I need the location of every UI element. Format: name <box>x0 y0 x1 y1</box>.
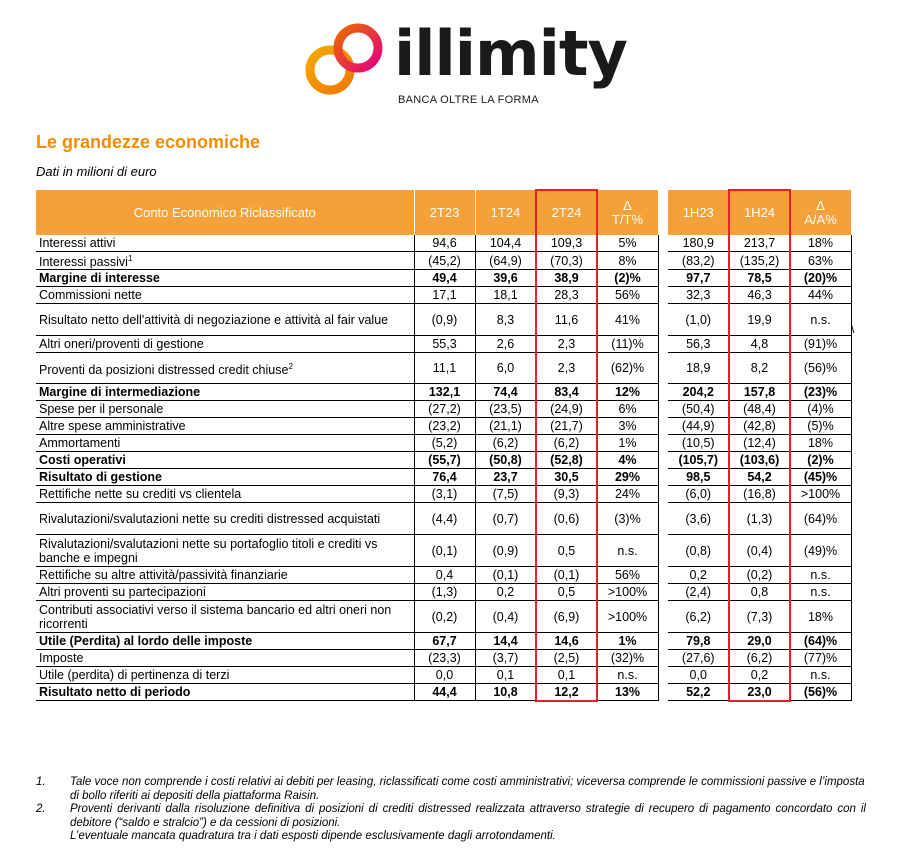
row-label: Rettifiche nette su crediti vs clientela <box>36 486 414 503</box>
cell-1h24: (103,6) <box>729 452 790 469</box>
table-row <box>36 252 851 270</box>
cell-2t23: 55,3 <box>414 336 475 353</box>
brand-name: illimity <box>394 17 627 90</box>
cell-delta-qoq: (2)% <box>597 270 658 287</box>
row-label: Rivalutazioni/svalutazioni nette su portafoglio titoli e crediti vs banche e impegni <box>36 535 414 567</box>
cell-2t24: 2,3 <box>536 336 597 353</box>
table-row <box>36 235 851 252</box>
column-gap <box>658 353 668 384</box>
table-row <box>36 567 851 584</box>
cell-delta-qoq: 41% <box>597 304 658 336</box>
cell-1h24: 8,2 <box>729 353 790 384</box>
table-row <box>36 469 851 486</box>
cell-1t24: (23,5) <box>475 401 536 418</box>
cell-2t24: 2,3 <box>536 353 597 384</box>
row-label: Risultato di gestione <box>36 469 414 486</box>
cell-1h23: 0,2 <box>668 567 729 584</box>
cell-delta-qoq: (11)% <box>597 336 658 353</box>
cell-1h23: (10,5) <box>668 435 729 452</box>
table-row <box>36 684 851 701</box>
cell-2t24: (0,1) <box>536 567 597 584</box>
rounding-note-text: L’eventuale mancata quadratura tra i dati esposti dipende esclusivamente dagli arrotondamenti. <box>70 830 556 842</box>
cell-delta-yoy: (56)% <box>790 684 851 701</box>
row-label: Rivalutazioni/svalutazioni nette su crediti distressed acquistati <box>36 503 414 535</box>
cell-1t24: 0,1 <box>475 667 536 684</box>
cell-1t24: (0,7) <box>475 503 536 535</box>
cell-1t24: 10,8 <box>475 684 536 701</box>
cell-1h23: 180,9 <box>668 235 729 252</box>
column-gap <box>658 252 668 270</box>
row-label: Utile (Perdita) al lordo delle imposte <box>36 633 414 650</box>
cell-2t23: (5,2) <box>414 435 475 452</box>
cell-1h23: 204,2 <box>668 384 729 401</box>
footnote-number: 2. <box>36 803 46 815</box>
table-row <box>36 486 851 503</box>
cell-delta-yoy: (77)% <box>790 650 851 667</box>
column-gap <box>658 469 668 486</box>
cell-2t23: 44,4 <box>414 684 475 701</box>
cell-delta-qoq: 24% <box>597 486 658 503</box>
cell-2t24: 109,3 <box>536 235 597 252</box>
cell-delta-yoy: n.s. <box>790 584 851 601</box>
cell-delta-qoq: 6% <box>597 401 658 418</box>
cell-1h23: (3,6) <box>668 503 729 535</box>
row-label: Interessi passivi$^1$ <box>36 252 414 270</box>
cell-1h24: 23,0 <box>729 684 790 701</box>
cell-1h23: 98,5 <box>668 469 729 486</box>
footnote-ref: 2 <box>288 361 293 371</box>
column-gap <box>658 584 668 601</box>
cell-1t24: (64,9) <box>475 252 536 270</box>
cell-1h23: 32,3 <box>668 287 729 304</box>
table-row <box>36 633 851 650</box>
cell-delta-qoq: 29% <box>597 469 658 486</box>
footnote-ref: 1 <box>127 254 133 263</box>
cell-delta-qoq: (32)% <box>597 650 658 667</box>
cell-2t23: 67,7 <box>414 633 475 650</box>
cell-1h24: 157,8 <box>729 384 790 401</box>
cell-1t24: (50,8) <box>475 452 536 469</box>
cell-delta-qoq: (62)% <box>597 353 658 384</box>
table-row <box>36 503 851 535</box>
cell-2t23: (45,2) <box>414 252 475 270</box>
row-label: Spese per il personale <box>36 401 414 418</box>
cell-1t24: 2,6 <box>475 336 536 353</box>
cell-1h24: (12,4) <box>729 435 790 452</box>
cell-1h23: (2,4) <box>668 584 729 601</box>
cell-2t23: (1,3) <box>414 584 475 601</box>
cell-1h23: (6,2) <box>668 601 729 633</box>
cell-delta-qoq: 8% <box>597 252 658 270</box>
cell-1t24: (6,2) <box>475 435 536 452</box>
cell-1t24: 14,4 <box>475 633 536 650</box>
cell-delta-yoy: (2)% <box>790 452 851 469</box>
row-label: Imposte <box>36 650 414 667</box>
footnotes <box>36 776 866 844</box>
cell-2t24: 11,6 <box>536 304 597 336</box>
cell-delta-qoq: n.s. <box>597 535 658 567</box>
row-label: Altre spese amministrative <box>36 418 414 435</box>
cell-1h24: (0,2) <box>729 567 790 584</box>
cell-2t23: 49,4 <box>414 270 475 287</box>
cell-1t24: (0,1) <box>475 567 536 584</box>
cell-1t24: 8,3 <box>475 304 536 336</box>
cell-2t24: 0,5 <box>536 584 597 601</box>
footnote-text: Proventi derivanti dalla risoluzione definitiva di posizioni di crediti distressed realizzata attraverso strategie di recupero di pagamento concordato con il debitore (“saldo e stralcio”) e da cessioni di posizioni. <box>70 803 866 829</box>
cell-delta-qoq: 56% <box>597 567 658 584</box>
cell-1h23: 56,3 <box>668 336 729 353</box>
cell-delta-yoy: (45)% <box>790 469 851 486</box>
column-gap <box>658 287 668 304</box>
cell-1t24: 0,2 <box>475 584 536 601</box>
section-title: Le grandezze economiche <box>36 132 261 152</box>
cell-2t23: 94,6 <box>414 235 475 252</box>
row-label: Risultato netto dell'attività di negoziazione e attività al fair value <box>36 304 414 336</box>
section-subtitle: Dati in milioni di euro <box>36 164 157 179</box>
cell-delta-yoy: n.s. <box>790 667 851 684</box>
cell-delta-qoq: 1% <box>597 435 658 452</box>
cell-2t23: 17,1 <box>414 287 475 304</box>
cell-2t23: 0,4 <box>414 567 475 584</box>
cell-delta-yoy: 18% <box>790 601 851 633</box>
cell-1h24: 213,7 <box>729 235 790 252</box>
cell-1h24: 54,2 <box>729 469 790 486</box>
cell-1h23: 79,8 <box>668 633 729 650</box>
cell-1h24: (6,2) <box>729 650 790 667</box>
cell-delta-qoq: >100% <box>597 601 658 633</box>
header-label: Conto Economico Riclassificato <box>36 190 414 235</box>
cell-1t24: 23,7 <box>475 469 536 486</box>
cell-delta-qoq: 56% <box>597 287 658 304</box>
row-label: Commissioni nette <box>36 287 414 304</box>
header-gap <box>658 190 668 235</box>
cell-delta-yoy: (64)% <box>790 503 851 535</box>
header-1h24: 1H24 <box>729 190 790 235</box>
cell-delta-yoy: 63% <box>790 252 851 270</box>
cell-2t23: (0,9) <box>414 304 475 336</box>
column-gap <box>658 336 668 353</box>
cell-delta-yoy: (49)% <box>790 535 851 567</box>
stray-mark: \ <box>851 322 855 336</box>
footnote-1 <box>36 776 866 803</box>
row-label: Risultato netto di periodo <box>36 684 414 701</box>
column-gap <box>658 270 668 287</box>
cell-1h23: (50,4) <box>668 401 729 418</box>
cell-2t23: (23,3) <box>414 650 475 667</box>
row-label: Interessi attivi <box>36 235 414 252</box>
column-gap <box>658 384 668 401</box>
brand-tagline: BANCA OLTRE LA FORMA <box>398 94 539 106</box>
row-label: Margine di interesse <box>36 270 414 287</box>
table-row <box>36 353 851 384</box>
table-row <box>36 304 851 336</box>
cell-1h24: (16,8) <box>729 486 790 503</box>
cell-delta-yoy: (64)% <box>790 633 851 650</box>
cell-1h23: (83,2) <box>668 252 729 270</box>
column-gap <box>658 304 668 336</box>
row-label: Altri oneri/proventi di gestione <box>36 336 414 353</box>
cell-1t24: 39,6 <box>475 270 536 287</box>
row-label: Proventi da posizioni distressed credit chiuse$^2$ <box>36 353 414 384</box>
column-gap <box>658 452 668 469</box>
cell-2t24: 30,5 <box>536 469 597 486</box>
cell-2t24: 38,9 <box>536 270 597 287</box>
row-label: Utile (perdita) di pertinenza di terzi <box>36 667 414 684</box>
cell-1t24: 104,4 <box>475 235 536 252</box>
column-gap <box>658 650 668 667</box>
cell-2t23: (23,2) <box>414 418 475 435</box>
cell-2t24: (70,3) <box>536 252 597 270</box>
cell-1h24: (0,4) <box>729 535 790 567</box>
cell-delta-yoy: 18% <box>790 235 851 252</box>
column-gap <box>658 667 668 684</box>
cell-2t24: (21,7) <box>536 418 597 435</box>
cell-1h23: (1,0) <box>668 304 729 336</box>
table-row <box>36 667 851 684</box>
cell-2t24: (0,6) <box>536 503 597 535</box>
table-row <box>36 384 851 401</box>
cell-2t23: (0,1) <box>414 535 475 567</box>
header-delta-qoq: Δ T/T% <box>597 190 658 235</box>
table-row <box>36 401 851 418</box>
cell-delta-yoy: 44% <box>790 287 851 304</box>
cell-1t24: (21,1) <box>475 418 536 435</box>
cell-1h24: 29,0 <box>729 633 790 650</box>
footnote-text: Tale voce non comprende i costi relativi ai debiti per leasing, riclassificati come costi amministrativi; viceversa comprende le commissioni passive e l’imposta di bollo riferiti ai depositi della piattaforma Raisin. <box>70 776 865 802</box>
cell-2t24: 14,6 <box>536 633 597 650</box>
cell-2t23: (4,4) <box>414 503 475 535</box>
cell-1t24: (3,7) <box>475 650 536 667</box>
cell-1t24: (7,5) <box>475 486 536 503</box>
cell-2t24: (52,8) <box>536 452 597 469</box>
cell-2t24: 0,5 <box>536 535 597 567</box>
cell-delta-yoy: n.s. <box>790 567 851 584</box>
cell-1h23: (6,0) <box>668 486 729 503</box>
rounding-note <box>36 830 866 844</box>
cell-delta-yoy: (20)% <box>790 270 851 287</box>
cell-1h24: (42,8) <box>729 418 790 435</box>
header-1h23: 1H23 <box>668 190 729 235</box>
cell-delta-qoq: 3% <box>597 418 658 435</box>
cell-delta-yoy: (23)% <box>790 384 851 401</box>
cell-2t24: 83,4 <box>536 384 597 401</box>
cell-delta-qoq: 4% <box>597 452 658 469</box>
cell-delta-qoq: 5% <box>597 235 658 252</box>
cell-delta-yoy: 18% <box>790 435 851 452</box>
header-2t24: 2T24 <box>536 190 597 235</box>
table-row <box>36 270 851 287</box>
column-gap <box>658 684 668 701</box>
cell-2t23: (3,1) <box>414 486 475 503</box>
cell-delta-yoy: (5)% <box>790 418 851 435</box>
table-row <box>36 452 851 469</box>
cell-2t24: (9,3) <box>536 486 597 503</box>
cell-1h23: (44,9) <box>668 418 729 435</box>
cell-1t24: (0,4) <box>475 601 536 633</box>
column-gap <box>658 601 668 633</box>
table-row <box>36 435 851 452</box>
table-row <box>36 584 851 601</box>
cell-delta-qoq: (3)% <box>597 503 658 535</box>
cell-delta-qoq: 1% <box>597 633 658 650</box>
column-gap <box>658 633 668 650</box>
cell-2t24: 12,2 <box>536 684 597 701</box>
column-gap <box>658 567 668 584</box>
column-gap <box>658 418 668 435</box>
cell-2t23: 0,0 <box>414 667 475 684</box>
cell-1h23: 0,0 <box>668 667 729 684</box>
column-gap <box>658 503 668 535</box>
cell-1h24: 19,9 <box>729 304 790 336</box>
cell-2t24: (6,9) <box>536 601 597 633</box>
illimity-logo-icon <box>304 22 386 98</box>
cell-delta-qoq: 12% <box>597 384 658 401</box>
cell-1h24: 46,3 <box>729 287 790 304</box>
cell-1t24: (0,9) <box>475 535 536 567</box>
cell-1h24: (7,3) <box>729 601 790 633</box>
cell-2t23: 132,1 <box>414 384 475 401</box>
cell-1h24: (48,4) <box>729 401 790 418</box>
cell-delta-yoy: (91)% <box>790 336 851 353</box>
row-label: Costi operativi <box>36 452 414 469</box>
table-row <box>36 418 851 435</box>
table-row <box>36 650 851 667</box>
column-gap <box>658 535 668 567</box>
cell-1t24: 18,1 <box>475 287 536 304</box>
cell-2t24: (2,5) <box>536 650 597 667</box>
cell-1h24: (1,3) <box>729 503 790 535</box>
table-header-row <box>36 190 851 235</box>
cell-delta-qoq: n.s. <box>597 667 658 684</box>
cell-1h23: 18,9 <box>668 353 729 384</box>
header-1t24: 1T24 <box>475 190 536 235</box>
cell-1h24: 0,8 <box>729 584 790 601</box>
table-row <box>36 535 851 567</box>
row-label: Ammortamenti <box>36 435 414 452</box>
cell-2t24: 28,3 <box>536 287 597 304</box>
cell-2t24: 0,1 <box>536 667 597 684</box>
cell-2t24: (24,9) <box>536 401 597 418</box>
header-2t23: 2T23 <box>414 190 475 235</box>
header-delta-yoy: Δ A/A% <box>790 190 851 235</box>
brand-header <box>0 14 900 110</box>
footnote-number: 1. <box>36 776 46 788</box>
cell-1h24: 4,8 <box>729 336 790 353</box>
footnote-2 <box>36 803 866 830</box>
cell-2t24: (6,2) <box>536 435 597 452</box>
row-label: Contributi associativi verso il sistema bancario ed altri oneri non ricorrenti <box>36 601 414 633</box>
column-gap <box>658 401 668 418</box>
table-row <box>36 601 851 633</box>
income-statement-table <box>36 190 855 701</box>
cell-2t23: (0,2) <box>414 601 475 633</box>
cell-delta-yoy: >100% <box>790 486 851 503</box>
column-gap <box>658 435 668 452</box>
row-label: Rettifiche su altre attività/passività finanziarie <box>36 567 414 584</box>
cell-delta-qoq: >100% <box>597 584 658 601</box>
cell-1h24: 0,2 <box>729 667 790 684</box>
cell-1h23: (0,8) <box>668 535 729 567</box>
cell-2t23: 11,1 <box>414 353 475 384</box>
column-gap <box>658 486 668 503</box>
row-label: Margine di intermediazione <box>36 384 414 401</box>
cell-1h24: 78,5 <box>729 270 790 287</box>
cell-1h24: (135,2) <box>729 252 790 270</box>
cell-1h23: (105,7) <box>668 452 729 469</box>
cell-1t24: 6,0 <box>475 353 536 384</box>
column-gap <box>658 235 668 252</box>
cell-2t23: (55,7) <box>414 452 475 469</box>
cell-delta-yoy: (56)% <box>790 353 851 384</box>
cell-1h23: 97,7 <box>668 270 729 287</box>
cell-delta-yoy: (4)% <box>790 401 851 418</box>
table-row <box>36 287 851 304</box>
table-row <box>36 336 851 353</box>
cell-delta-yoy: n.s. <box>790 304 851 336</box>
cell-1h23: 52,2 <box>668 684 729 701</box>
cell-2t23: 76,4 <box>414 469 475 486</box>
cell-2t23: (27,2) <box>414 401 475 418</box>
cell-1h23: (27,6) <box>668 650 729 667</box>
cell-1t24: 74,4 <box>475 384 536 401</box>
cell-delta-qoq: 13% <box>597 684 658 701</box>
row-label: Altri proventi su partecipazioni <box>36 584 414 601</box>
